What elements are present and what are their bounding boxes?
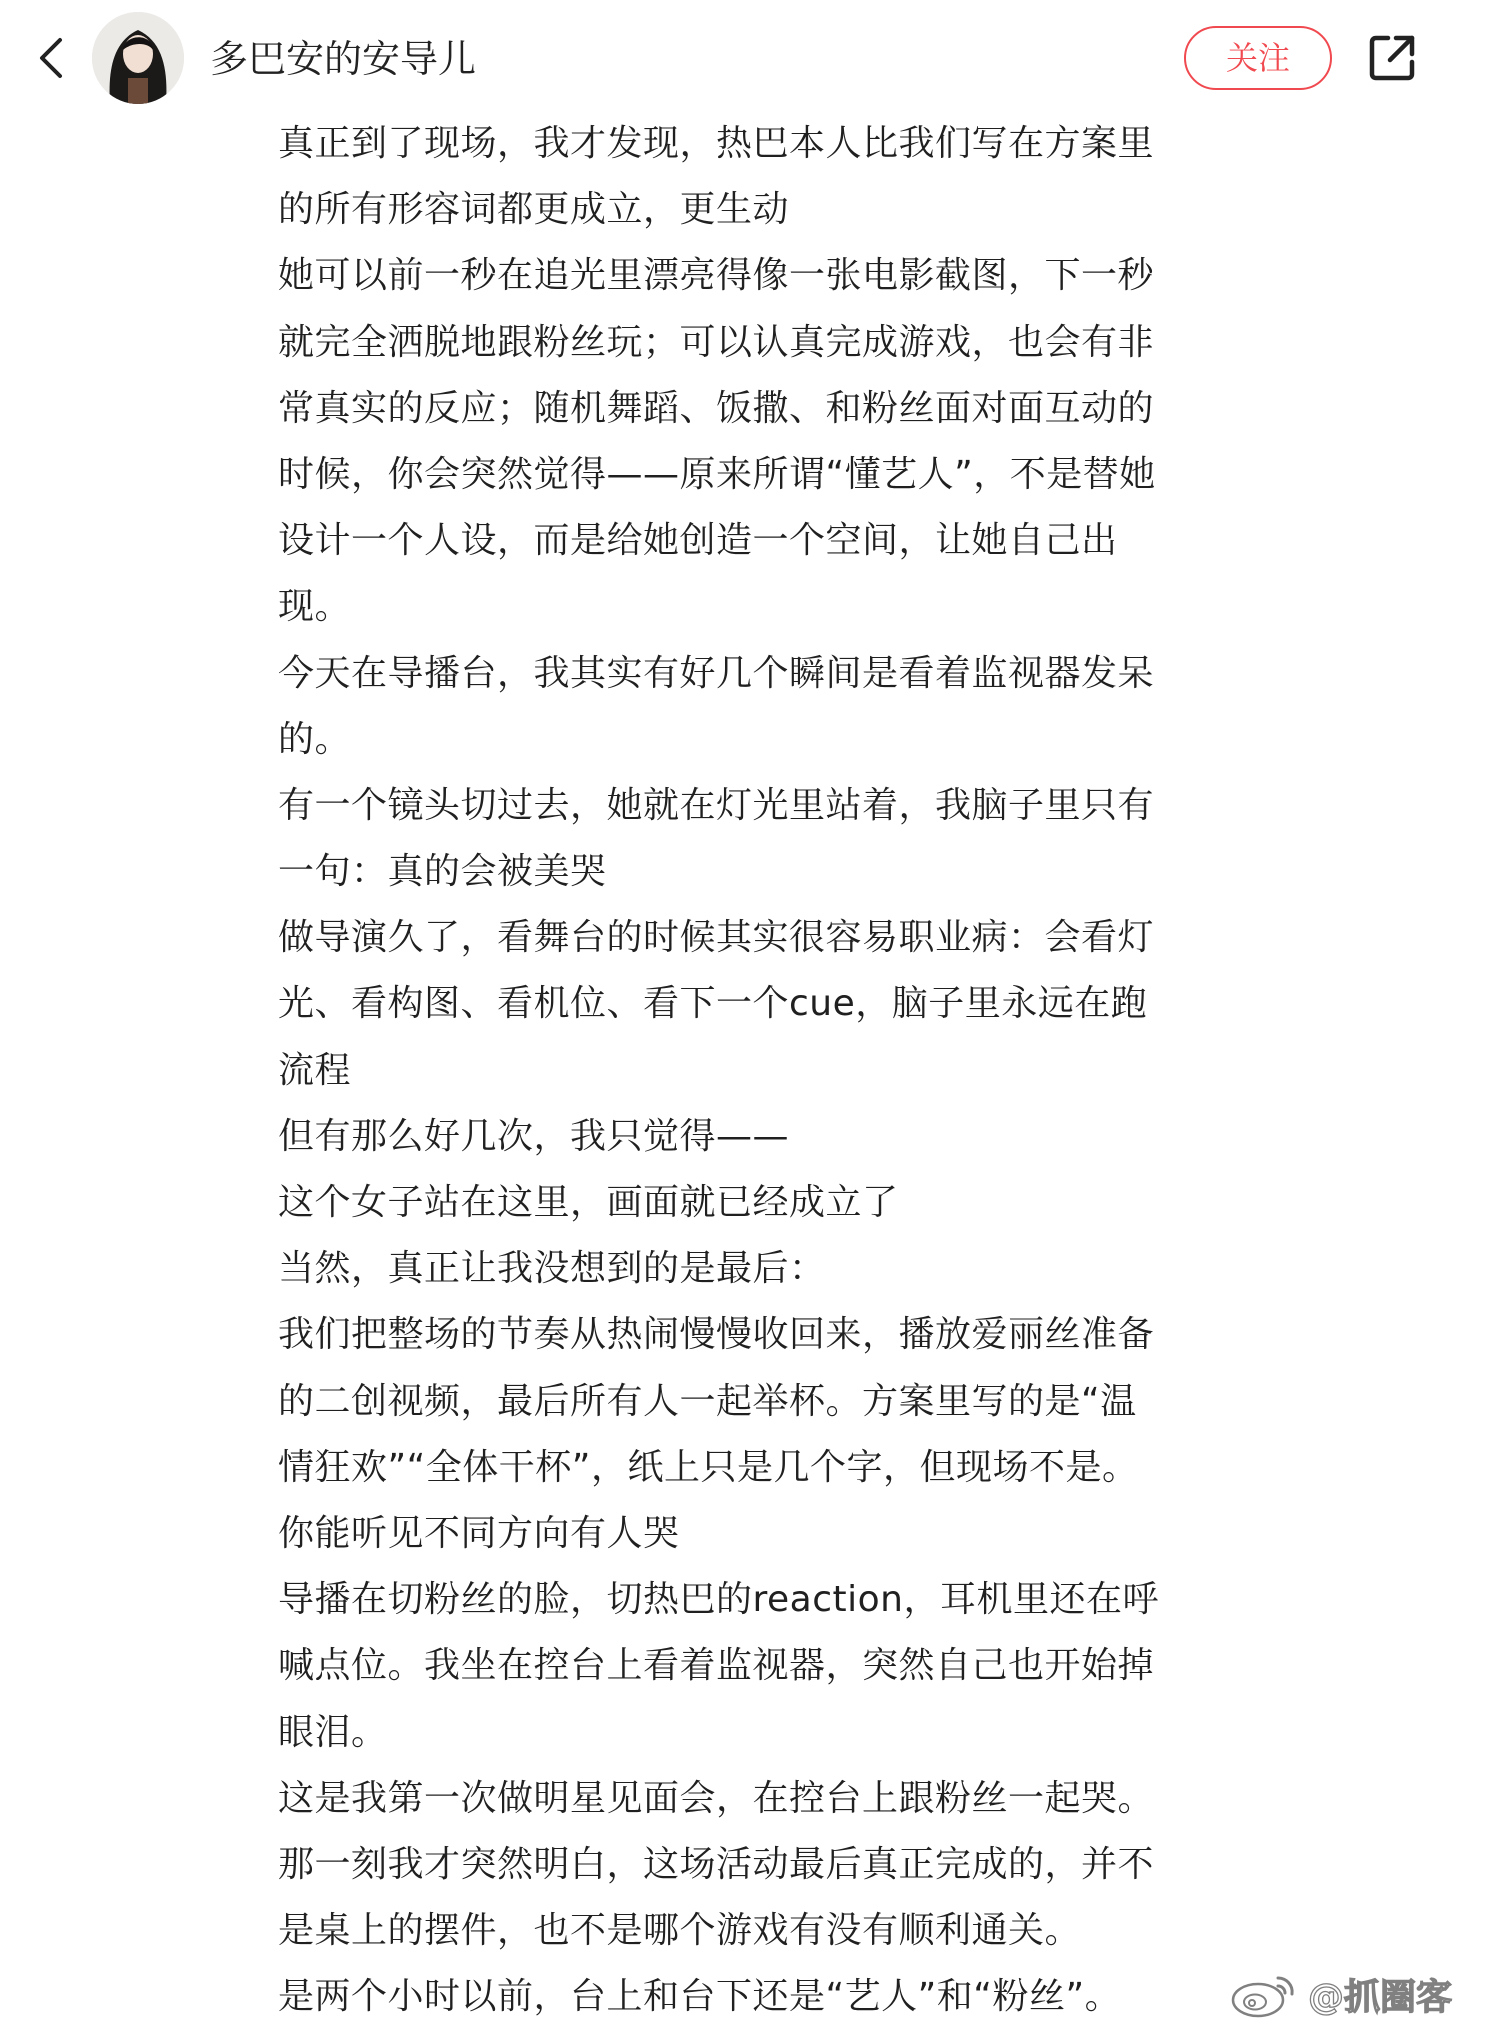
post-text-line: 导播在切粉丝的脸，切热巴的reaction，耳机里还在呼 <box>278 1579 1159 1621</box>
chevron-left-icon <box>30 30 70 86</box>
post-text-line: 这个女子站在这里，画面就已经成立了 <box>278 1182 899 1223</box>
avatar-image <box>92 12 184 104</box>
post-text-line: 当然，真正让我没想到的是最后： <box>278 1248 826 1290</box>
post-text-line: 就完全洒脱地跟粉丝玩；可以认真完成游戏，也会有非 <box>278 321 1155 363</box>
post-text-line: 一句：真的会被美哭 <box>278 851 607 893</box>
post-text-line: 眼泪。 <box>278 1711 388 1753</box>
post-text-line: 但有那么好几次，我只觉得—— <box>278 1115 790 1157</box>
post-text-line: 有一个镜头切过去，她就在灯光里站着，我脑子里只有 <box>278 784 1155 826</box>
share-button[interactable] <box>1364 30 1420 86</box>
post-text-line: 是两个小时以前，台上和台下还是“艺人”和“粉丝”。 <box>278 1976 1122 2018</box>
back-button[interactable] <box>30 30 70 86</box>
post-body <box>278 111 1228 2030</box>
post-text-line: 是桌上的摆件，也不是哪个游戏有没有顺利通关。 <box>278 1910 1082 1952</box>
post-text-line: 流程 <box>278 1049 352 1091</box>
post-text-line: 这是我第一次做明星见面会，在控台上跟粉丝一起哭。 <box>278 1777 1155 1819</box>
post-text-line: 光、看构图、看机位、看下一个cue，脑子里永远在跑 <box>278 983 1148 1025</box>
post-text-line: 喊点位。我坐在控台上看着监视器，突然自己也开始掉 <box>278 1645 1155 1687</box>
follow-button[interactable]: 关注 <box>1184 26 1332 90</box>
watermark <box>1228 1964 1452 2024</box>
share-external-icon <box>1364 30 1420 86</box>
post-text-line: 的。 <box>278 718 352 760</box>
post-text-line: 真正到了现场，我才发现，热巴本人比我们写在方案里 <box>278 123 1155 164</box>
post-text-line: 今天在导播台，我其实有好几个瞬间是看着监视器发呆 <box>278 652 1155 694</box>
post-text-line: 常真实的反应；随机舞蹈、饭撒、和粉丝面对面互动的 <box>278 387 1155 429</box>
post-text-line: 的二创视频，最后所有人一起举杯。方案里写的是“温 <box>278 1380 1137 1422</box>
post-text-line: 那一刻我才突然明白，这场活动最后真正完成的，并不 <box>278 1843 1155 1885</box>
post-text-line: 你能听见不同方向有人哭 <box>278 1512 680 1554</box>
post-text-line: 她可以前一秒在追光里漂亮得像一张电影截图，下一秒 <box>278 255 1155 297</box>
watermark-text: @抓圈客 <box>1308 1976 1453 2018</box>
post-text-line: 做导演久了，看舞台的时候其实很容易职业病：会看灯 <box>278 917 1155 959</box>
post-text-line: 设计一个人设，而是给她创造一个空间，让她自己出 <box>278 520 1118 562</box>
post-text-line: 的所有形容词都更成立，更生动 <box>278 189 790 231</box>
avatar[interactable] <box>92 12 184 104</box>
post-text-line: 时候，你会突然觉得——原来所谓“懂艺人”，不是替她 <box>278 453 1156 495</box>
post-text-line: 现。 <box>278 586 352 628</box>
post-text-line: 我们把整场的节奏从热闹慢慢收回来，播放爱丽丝准备 <box>278 1314 1155 1356</box>
top-bar <box>0 0 1488 120</box>
post-text-line: 情狂欢”“全体干杯”，纸上只是几个字，但现场不是。 <box>278 1446 1139 1488</box>
weibo-logo-icon <box>1228 1968 1302 2020</box>
username[interactable]: 多巴安的安导儿 <box>210 37 477 81</box>
